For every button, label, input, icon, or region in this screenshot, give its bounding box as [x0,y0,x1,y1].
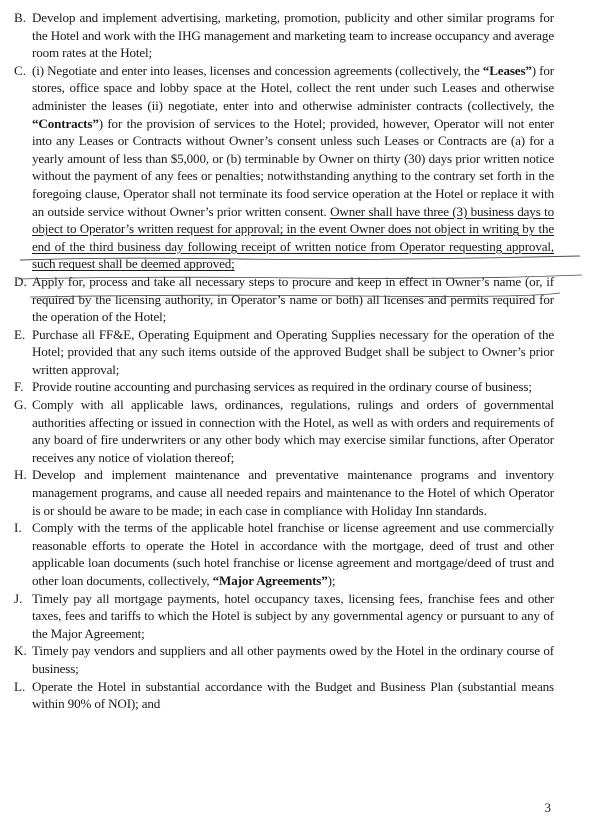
clause-text [32,62,554,273]
clause-text-part: Comply with the terms of the applicable hotel franchise or license agreement and use commercially reasonable efforts to operate the Hotel in accordance with the mortgage, deed of trust and other applicable loan documents (such hotel franchise or license agreement and mortgage/deed of trust and other loan documents, collectively, [32,520,554,588]
clause-letter: B. [14,10,27,25]
clause-text-part: ) for the provision of services to the Hotel; provided, however, Operator will not enter into any Leases or Contracts without Owner’s consent unless such Leases or Contracts are (a) for a yearly amount of less than $5,000, or (b) terminable by Owner on thirty (30) days prior written notice without the payment of any fees or penalties; notwithstanding anything to the contrary set forth in the foregoing clause, Operator shall not terminate its food service operation at the Hotel or replace it with an outside service without Owner’s prior written consent. [32,115,554,219]
clause-l [14,678,554,713]
clause-b [14,9,554,62]
clause-text-part: (i) Negotiate and enter into leases, licenses and concession agreements (collectively, the [32,62,483,78]
page-number: 3 [544,800,551,815]
clause-letter: G. [14,397,27,413]
clause-f [14,378,554,396]
clause-text: Apply for, process and take all necessary steps to procure and keep in effect in Owner’s name (or, if required by the licensing authority, in Operator’s name or both) all licenses and permits required for the operation of the Hotel; [32,273,554,325]
clause-letter: F. [14,379,24,395]
clause-list [14,9,554,713]
clause-text: Develop and implement maintenance and preventative maintenance programs and inventory management programs, and cause all needed repairs and maintenance to the Hotel of which Operator is or should be aware to be made; in each case in compliance with Holiday Inn standards. [32,467,554,518]
clause-text: Develop and implement advertising, marketing, promotion, publicity and other similar programs for the Hotel and work with the IHG management and marketing team to increase occupancy and average room rates at the Hotel; [32,10,554,61]
clause-letter: H. [14,467,27,483]
clause-letter: C. [14,62,27,78]
clause-text: Provide routine accounting and purchasing services as required in the ordinary course of business; [32,379,532,395]
clause-letter: J. [14,590,23,606]
clause-h [14,466,554,519]
clause-text: Purchase all FF&E, Operating Equipment and Operating Supplies necessary for the operation of the Hotel; provided that any such items outside of the approved Budget shall be subject to Owner’s prior written approval; [32,326,554,377]
defined-term-major-agreements: “Major Agreements” [212,573,328,588]
clause-i [14,519,554,589]
clause-j [14,590,554,643]
clause-text: Timely pay all mortgage payments, hotel occupancy taxes, licensing fees, franchise fees and other taxes, fees and tariffs to which the Hotel is subject by any governmental agency or pursuant to any of the Major Agreement; [32,590,554,641]
clause-letter: E. [14,326,26,342]
clause-letter: K. [14,643,27,659]
clause-d [14,273,554,326]
clause-letter: I. [14,520,22,536]
clause-e [14,326,554,379]
clause-k [14,642,554,677]
clause-g [14,396,554,466]
clause-c [14,62,554,273]
clause-text [32,519,554,589]
clause-text-part: ); [327,573,336,588]
defined-term-leases: “Leases” [482,62,532,78]
clause-letter: D. [14,273,27,289]
clause-letter: L. [14,678,26,694]
clause-text: Comply with all applicable laws, ordinances, regulations, rulings and orders of governmental authorities affecting or issued in connection with the Hotel, as well as with orders and requirements of any board of fire underwriters or any other body which may exercise similar functions, after Operator receives any notice of violation thereof; [32,397,554,465]
underlined-approval-text: Owner shall have three (3) business days to object to Operator’s written request for approval; in the event Owner does not object in writing by the end of the third business day following receipt of written notice from Operator requesting approval, such request shall be deemed approved; [32,203,554,272]
clause-text: Timely pay vendors and suppliers and all other payments owed by the Hotel in the ordinary course of business; [32,643,554,676]
clause-text: Operate the Hotel in substantial accordance with the Budget and Business Plan (substantial means within 90% of NOI); and [32,678,554,712]
clause-text-part: ) for stores, office space and lobby space at the Hotel, collect the rent under such Leases and otherwise administer the leases (ii) negotiate, enter into and otherwise administer contracts (collectively, the [32,62,555,113]
defined-term-contracts: “Contracts” [32,115,99,131]
